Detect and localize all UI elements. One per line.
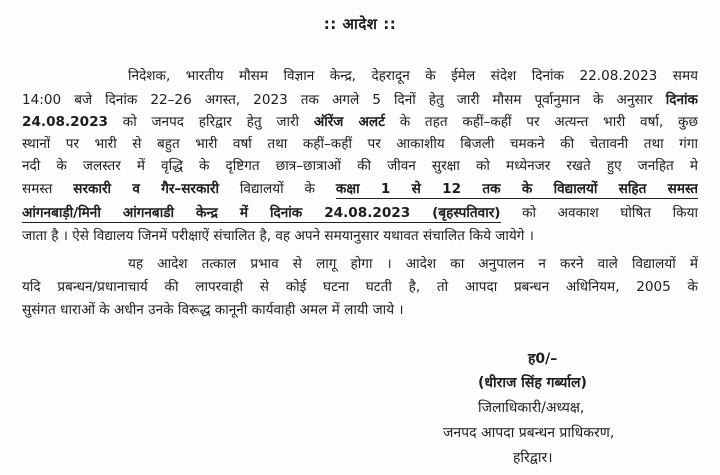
orange-alert-text: ऑरेंज अलर्ट	[313, 114, 385, 130]
para1-line6	[22, 179, 698, 199]
text-segment: को जनपद हरिद्वार हेतु जारी	[122, 114, 300, 130]
para1-line3	[22, 112, 698, 132]
officer-name: (धीराज सिंह गर्ब्याल)	[478, 375, 587, 391]
bold-anganwadi-date: आंगनबाड़ी/मिनी आंगनबाडी केन्द्र में दिनांक 24.08.2023 (बृहस्पतिवार)	[22, 205, 501, 221]
text-segment: समस्त	[22, 181, 53, 197]
para2-line2: यदि प्रबन्धन/प्रधानाचार्य की लापरवाही से कोई घटना घटती है, तो आपदा प्रबन्धन अधिनियम, 2005 के	[22, 279, 698, 295]
document-heading: :: आदेश ::	[323, 15, 397, 33]
signed-mark: ह0/–	[528, 351, 558, 367]
bold-school-type: सरकारी व गैर–सरकारी	[73, 181, 219, 197]
para1-line8: जाता है । ऐसे विद्यालय जिनमें परीक्षाऐं संचालित है, वह अपने समयानुसार यथावत संचालित किये जायेगे ।	[22, 228, 534, 244]
bold-class-range: कक्षा 1 से 12 तक के विद्यालयों सहित समस्त	[335, 181, 698, 197]
text-segment: 14:00 बजे दिनांक 22–26 अगस्त, 2023 तक अगले 5 दिनों हेतु जारी मौसम पूर्वानुमान के अनुसार	[22, 92, 653, 108]
para1-line5: नदी के जलस्तर में वृद्धि के दृष्टिगत छात्र–छात्राओं की जीवन सुरक्षा को मध्येनजर रखते हुए जनहित मे	[22, 158, 698, 174]
para2-line3: सुसंगत धाराओं के अधीन उनके विरूद्ध कानूनी कार्यवाही अमल में लायी जाये ।	[22, 302, 404, 318]
authority-name: जनपद आपदा प्रबन्धन प्राधिकरण,	[443, 425, 615, 441]
text-segment: के तहत कहीं–कहीं पर अत्यन्त भारी वर्षा, कुछ	[399, 114, 698, 130]
officer-designation: जिलाधिकारी/अध्यक्ष,	[478, 400, 585, 416]
place-name: हरिद्वार।	[513, 450, 553, 466]
bold-date-label: दिनांक	[665, 92, 698, 108]
bold-date: 24.08.2023	[22, 114, 108, 130]
text-segment: को अवकाश घोषित किया	[522, 205, 698, 221]
para1-line7	[22, 203, 698, 223]
text-segment: विद्यालयों के	[239, 181, 316, 197]
para1-line1: निदेशक, भारतीय मौसम विज्ञान केन्द्र, देहरादून के ईमेल संदेश दिनांक 22.08.2023 समय	[128, 68, 698, 84]
para1-line4: स्थानों पर भारी से बहुत भारी वर्षा तथा कहीं–कहीं पर आकाशीय बिजली चमकने की चेतावनी तथा गंगा	[22, 136, 698, 152]
para1-line2	[22, 90, 698, 110]
para2-line1: यह आदेश तत्काल प्रभाव से लागू होगा । आदेश का अनुपालन न करने वाले विद्यालयों में	[128, 256, 698, 272]
